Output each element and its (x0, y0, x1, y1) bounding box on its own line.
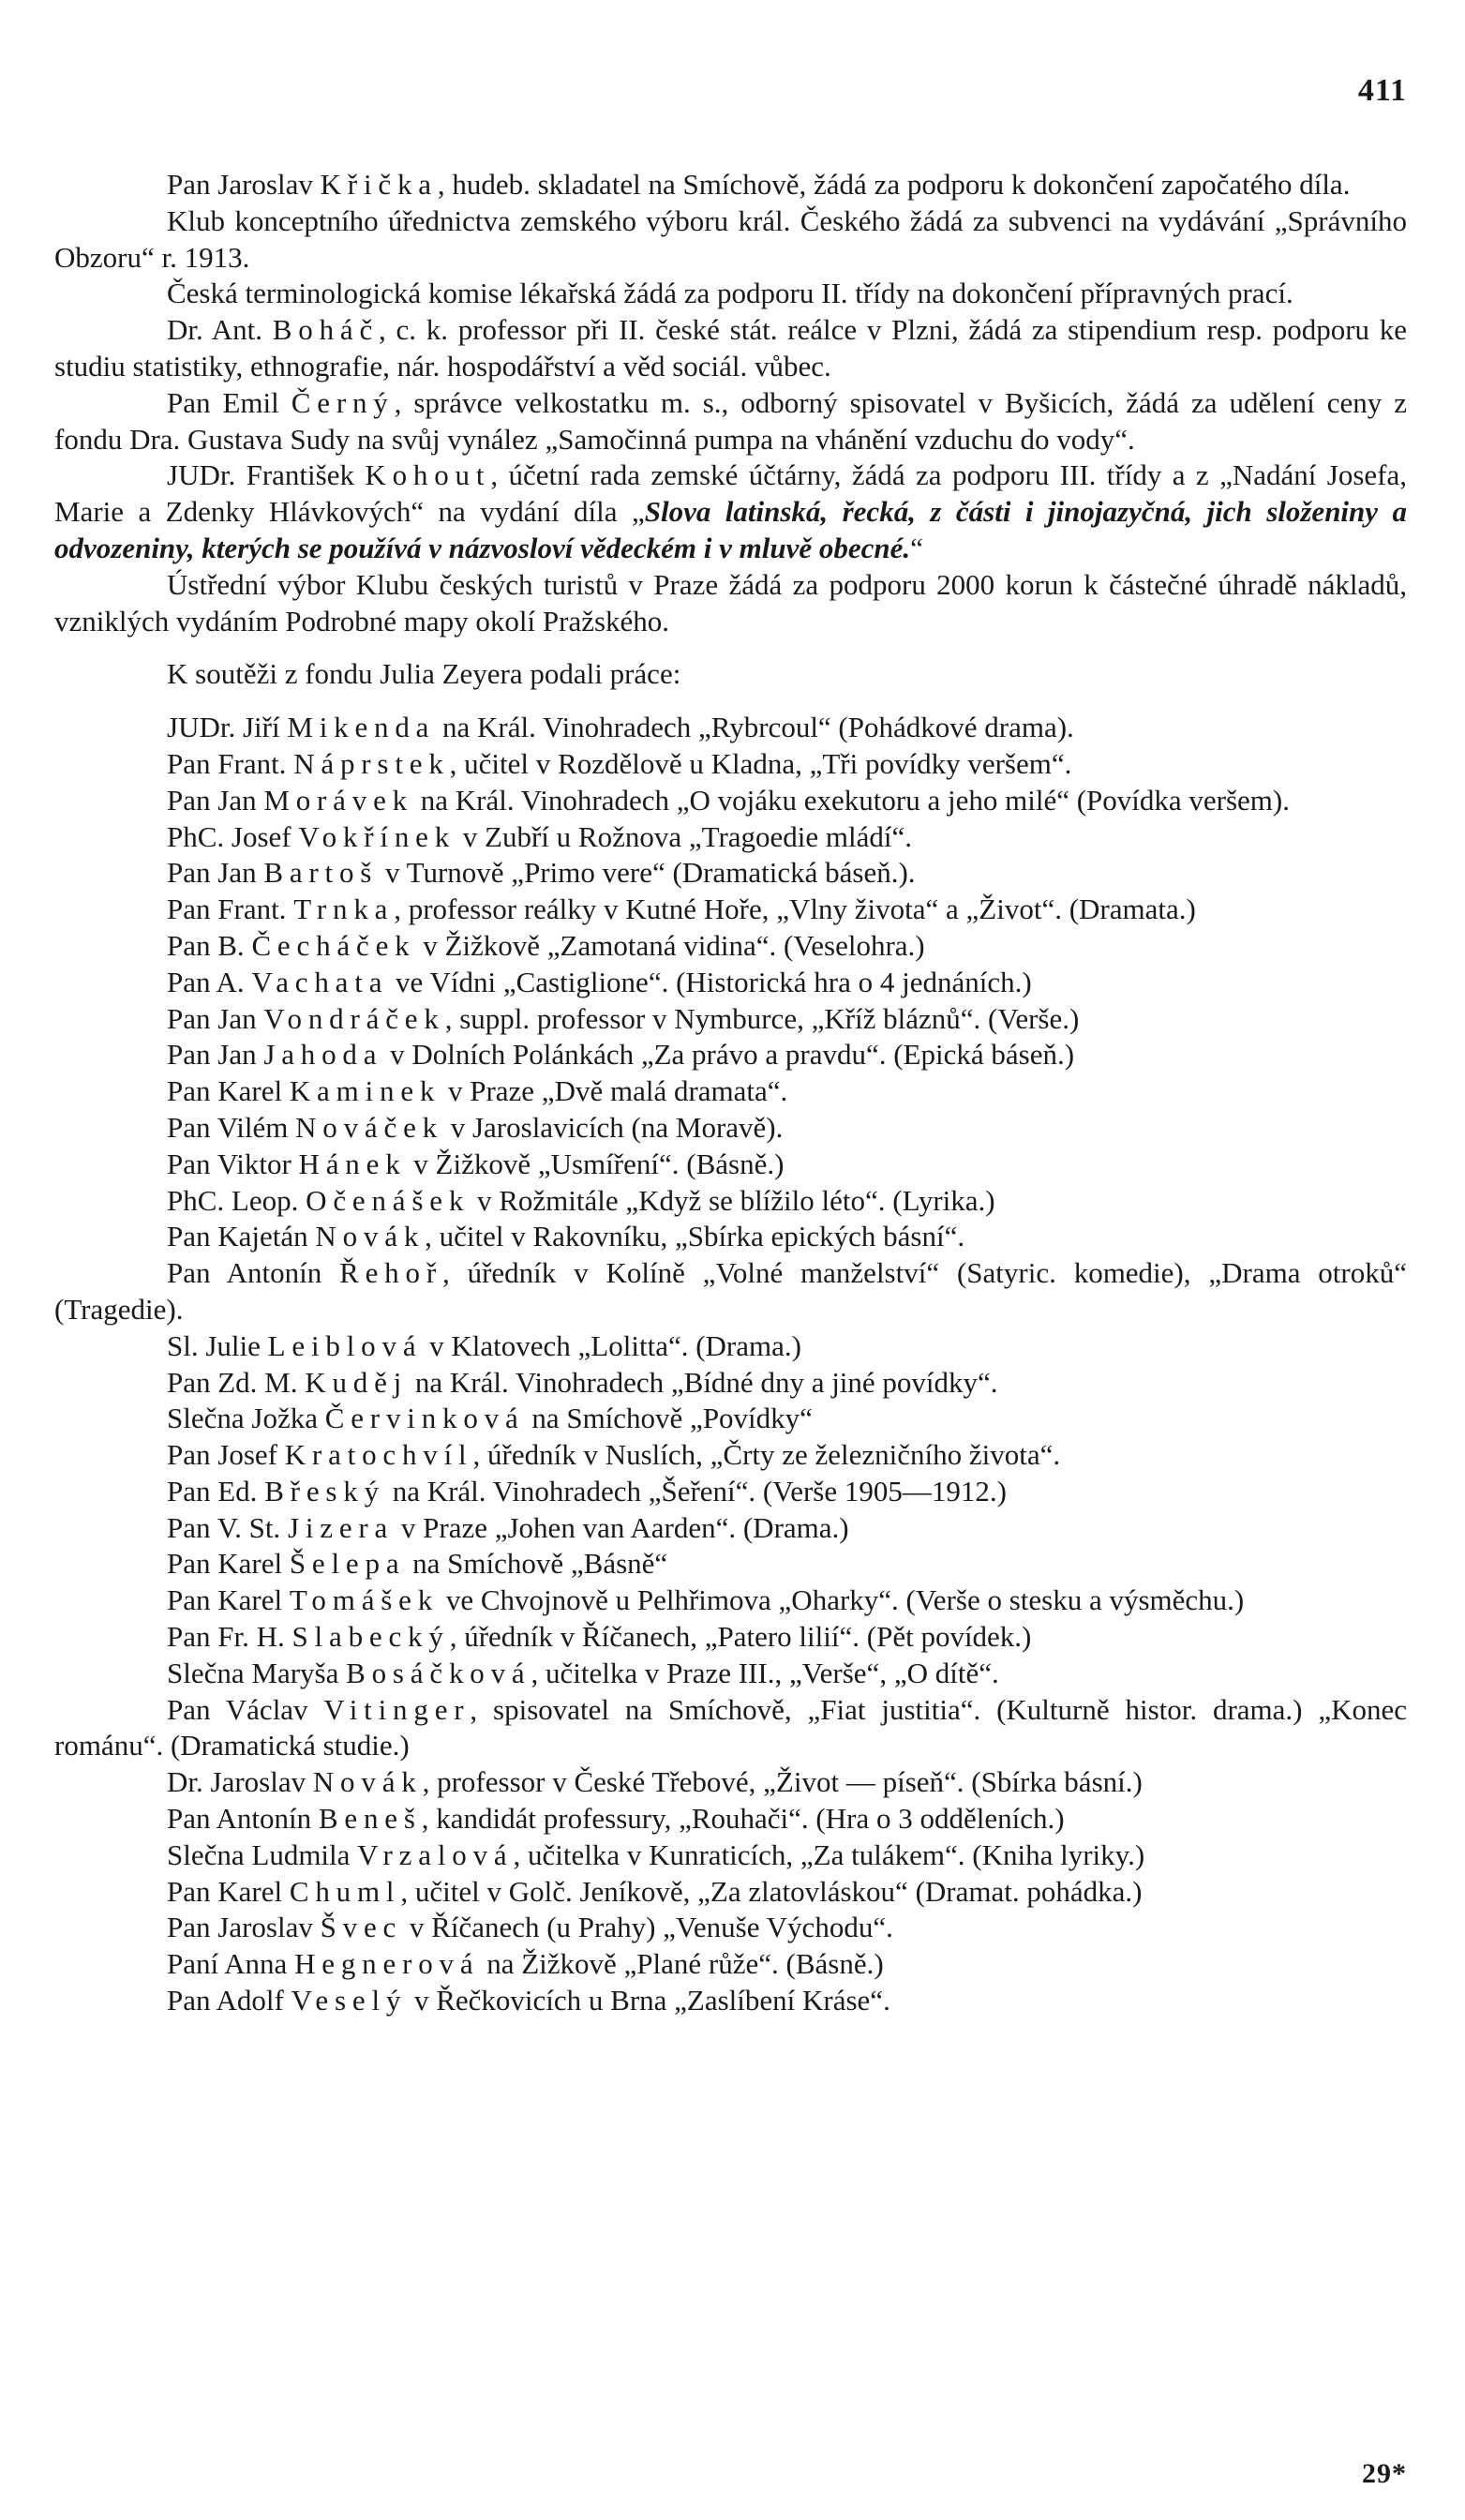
entry-item (54, 1365, 1407, 1402)
person-name: Jahoda (263, 1038, 383, 1072)
person-name: Kohout (365, 458, 491, 492)
entry-item (54, 1546, 1407, 1582)
text-run: Česká terminologická komise lékařská žádá za podporu II. třídy na dokončení přípravných prací. (167, 277, 1293, 310)
text-run: Pan Frant. (167, 746, 294, 780)
entry-item (54, 819, 1407, 856)
text-run: v Rožmitále „Když se blížilo léto“. (Lyrika.) (470, 1183, 995, 1217)
text-run: Pan Jan (167, 783, 264, 817)
text-run: Ústřední výbor Klubu českých turistů v Praze žádá za podporu 2000 korun k částečné úhradě nákladů, vzniklých vydáním Podrobné mapy okolí Pražského. (54, 567, 1407, 638)
text-run: Slečna Jožka (167, 1402, 325, 1435)
person-name: Jizera (287, 1510, 395, 1544)
text-run: JUDr. František (167, 458, 366, 492)
text-run: Pan Frant. (167, 892, 294, 926)
entry-item (54, 1838, 1407, 1874)
person-name: Tomášek (289, 1583, 440, 1617)
entry-item (54, 1656, 1407, 1692)
text-run: Pan Karel (167, 1874, 290, 1908)
request-item (54, 203, 1407, 277)
text-run: Dr. Ant. (167, 313, 273, 347)
person-name: Novák (312, 1765, 423, 1799)
text-run: v Praze „Dvě malá dramata“. (441, 1074, 788, 1108)
person-name: Slabecký (292, 1620, 450, 1654)
text-run: Pan Karel (167, 1547, 290, 1581)
text-run: , učitelka v Praze III., „Verše“, „O dítě“. (531, 1656, 999, 1689)
text-run: Sl. Julie (167, 1328, 268, 1362)
person-name: Trnka (293, 892, 395, 926)
text-run: Pan Vilém (167, 1110, 296, 1144)
entry-item (54, 1183, 1407, 1220)
requests-section (54, 167, 1407, 639)
entry-item (54, 1692, 1407, 1765)
text-run: na Smíchově „Povídky“ (524, 1402, 813, 1435)
competition-heading: K soutěži z fondu Julia Zeyera podali práce: (167, 657, 681, 691)
page-number: 411 (1357, 73, 1407, 108)
person-name: Kratochvíl (284, 1438, 473, 1472)
request-item (54, 567, 1407, 640)
text-run: PhC. Josef (167, 819, 299, 853)
person-name: Vokřínek (298, 819, 456, 853)
text-run: Pan Antonín (167, 1256, 340, 1290)
entry-item (54, 1801, 1407, 1838)
text-run: , správce velkostatku m. s., odborný spisovatel v Byšicích, žádá za udělení ceny z fondu Dra. Gustava Sudy na svůj vynález „Samočinná pumpa na vhánění vzduchu do vody“. (54, 385, 1408, 456)
person-name: Vachata (251, 965, 389, 998)
text-run: na Král. Vinohradech „Šeření“. (Verše 1905—1912.) (384, 1474, 1007, 1508)
text-run: Dr. Jaroslav (167, 1765, 313, 1799)
text-run: v Říčanech (u Prahy) „Venuše Východu“. (402, 1911, 893, 1944)
entry-item (54, 746, 1407, 783)
page-body (54, 167, 1407, 2019)
entry-item (54, 1110, 1407, 1147)
person-name: Mikenda (287, 711, 436, 744)
text-run: PhC. Leop. (167, 1183, 306, 1217)
text-run: Pan Josef (167, 1438, 285, 1472)
person-name: Kaminek (289, 1074, 441, 1108)
person-name: Hánek (298, 1147, 407, 1180)
text-run: Pan Jaroslav (167, 168, 321, 201)
text-run: v Jaroslavicích (na Moravě). (442, 1110, 784, 1144)
text-run: , professor reálky v Kutné Hoře, „Vlny života“ a „Život“. (Dramata.) (394, 892, 1196, 926)
person-name: Břeský (264, 1474, 385, 1508)
entry-item (54, 1255, 1407, 1328)
entry-item (54, 1874, 1407, 1911)
person-name: Černý (291, 385, 395, 419)
entry-item (54, 1037, 1407, 1073)
text-run: , učitel v Rakovníku, „Sbírka epických básní“. (425, 1220, 965, 1253)
person-name: Vrzalová (357, 1838, 514, 1871)
text-run: Pan Kajetán (167, 1220, 316, 1253)
person-name: Šelepa (289, 1547, 406, 1581)
text-run: v Klatovech „Lolitta“. (Drama.) (422, 1328, 801, 1362)
text-run: ve Vídni „Castiglione“. (Historická hra o 4 jednáních.) (388, 965, 1032, 998)
entry-item (54, 1001, 1407, 1038)
text-run: , učitel v Rozdělově u Kladna, „Tři povídky veršem“. (449, 746, 1072, 780)
entry-item (54, 1619, 1407, 1656)
person-name: Řehoř (339, 1256, 442, 1290)
text-run: Pan Adolf (167, 1984, 292, 2018)
text-run: , učitel v Golč. Jeníkově, „Za zlatovláskou“ (Dramat. pohádka.) (400, 1874, 1143, 1908)
text-run: Pan Ed. (167, 1474, 265, 1508)
text-run: v Turnově „Primo vere“ (Dramatická báseň.). (378, 856, 916, 890)
person-name: Novák (315, 1220, 426, 1253)
person-name: Vitinger (323, 1692, 471, 1726)
person-name: Chuml (289, 1874, 401, 1908)
text-run: Paní Anna (167, 1947, 295, 1981)
person-name: Očenášek (306, 1183, 471, 1217)
text-run: Pan Zd. M. (167, 1365, 306, 1399)
text-run: Klub konceptního úřednictva zemského výboru král. Českého žádá za subvenci na vydávání „Správního Obzoru“ r. 1913. (54, 203, 1407, 274)
entry-item (54, 1073, 1407, 1110)
person-name: Náprstek (293, 746, 450, 780)
person-name: Leiblová (267, 1328, 423, 1362)
entry-item (54, 1582, 1407, 1619)
text-run: Pan Jan (167, 856, 264, 890)
text-run: , hudeb. skladatel na Smíchově, žádá za podporu k dokončení započatého díla. (437, 168, 1351, 201)
request-item (54, 312, 1407, 385)
text-run: , úředník v Kolíně „Volné manželství“ (Satyric. komedie), „Drama otroků“ (Tragedie). (54, 1256, 1408, 1326)
text-run: Pan Jaroslav (167, 1911, 321, 1944)
text-run: Pan Václav (167, 1692, 324, 1726)
entry-item (54, 1946, 1407, 1983)
text-run: Pan Antonín (167, 1802, 319, 1836)
text-run: v Zubří u Rožnova „Tragoedie mládí“. (456, 819, 913, 853)
person-name: Křička (320, 168, 438, 201)
person-name: Nováček (295, 1110, 443, 1144)
person-name: Vondráček (263, 1001, 445, 1035)
text-run: Pan Viktor (167, 1147, 299, 1180)
request-item (54, 385, 1407, 458)
entry-item (54, 1910, 1407, 1946)
entry-item (54, 1219, 1407, 1255)
person-name: Morávek (263, 783, 413, 817)
text-run: , professor v České Třebové, „Život — píseň“. (Sbírka básní.) (422, 1765, 1143, 1799)
person-name: Červinková (324, 1402, 525, 1435)
text-run: , úředník v Říčanech, „Patero lilií“. (Pět povídek.) (449, 1620, 1032, 1654)
work-title: Slova latinská, řecká, z části i jinojazyčná, jich složeniny a odvozeniny, kterých se používá v názvosloví vědeckém i v mluvě obecné. (54, 495, 1407, 564)
entry-item (54, 1510, 1407, 1547)
text-run: Pan Fr. H. (167, 1620, 292, 1654)
request-item (54, 276, 1407, 312)
person-name: Bosáčková (346, 1656, 531, 1689)
text-run: v Dolních Polánkách „Za právo a pravdu“. (Epická báseň.) (382, 1038, 1075, 1072)
text-run: na Král. Vinohradech „O vojáku exekutoru a jeho milé“ (Povídka veršem). (412, 783, 1290, 817)
entry-item (54, 1983, 1407, 2019)
signature-mark: 29* (1362, 2458, 1407, 2489)
person-name: Kuděj (305, 1365, 409, 1399)
entry-item (54, 783, 1407, 819)
text-run: , úředník v Nuslích, „Črty ze železničního života“. (472, 1438, 1061, 1472)
text-run: , spisovatel na Smíchově, „Fiat justitia“. (Kulturně histor. drama.) „Konec románu“. (Dramatická studie.) (54, 1692, 1407, 1762)
text-run: na Král. Vinohradech „Rybrcoul“ (Pohádkové drama). (435, 711, 1074, 744)
text-run: JUDr. Jiří (167, 711, 288, 744)
entry-item (54, 928, 1407, 965)
text-run: v Praze „Johen van Aarden“. (Drama.) (394, 1510, 849, 1544)
text-run: na Král. Vinohradech „Bídné dny a jiné povídky“. (408, 1365, 998, 1399)
text-run: , učitelka v Kunraticích, „Za tulákem“. (Kniha lyriky.) (513, 1838, 1145, 1871)
person-name: Čecháček (251, 928, 416, 962)
text-run: Pan Karel (167, 1583, 290, 1617)
request-item (54, 167, 1407, 203)
text-run: Pan A. (167, 965, 252, 998)
entry-item (54, 710, 1407, 746)
text-run: v Žižkově „Usmíření“. (Básně.) (406, 1147, 785, 1180)
entry-item (54, 1474, 1407, 1510)
entries-section (54, 710, 1407, 2019)
text-run: , suppl. professor v Nymburce, „Kříž bláznů“. (Verše.) (444, 1001, 1080, 1035)
text-run: , kandidát professury, „Rouhači“. (Hra o 3 odděleních.) (421, 1802, 1065, 1836)
entry-item (54, 1328, 1407, 1365)
request-item (54, 458, 1407, 566)
text-run: Pan Jan (167, 1038, 264, 1072)
text-run: na Žižkově „Plané růže“. (Básně.) (479, 1947, 884, 1981)
text-run: “ (910, 531, 923, 564)
text-run: na Smíchově „Básně“ (405, 1547, 668, 1581)
entry-item (54, 1437, 1407, 1474)
entry-item (54, 892, 1407, 928)
text-run: Pan Jan (167, 1001, 264, 1035)
text-run: ve Chvojnově u Pelhřimova „Oharky“. (Verše o stesku a výsměchu.) (439, 1583, 1245, 1617)
person-name: Boháč (272, 313, 380, 347)
text-run: Pan V. St. (167, 1510, 288, 1544)
person-name: Bartoš (263, 856, 379, 890)
entry-item (54, 1764, 1407, 1801)
entry-item (54, 1147, 1407, 1183)
entry-item (54, 1401, 1407, 1437)
entry-item (54, 965, 1407, 1001)
text-run: , účetní rada zemské účtárny, žádá za podporu III. třídy a z „Nadání Josefa, Marie a Zdenky Hlávkových“ na vydání díla „ (54, 458, 1407, 529)
text-run: Slečna Maryša (167, 1656, 347, 1689)
text-run: Pan Karel (167, 1074, 290, 1108)
text-run: , c. k. professor při II. české stát. reálce v Plzni, žádá za stipendium resp. podporu ke studiu statistiky, ethnografie, nár. hospodářství a věd sociál. vůbec. (54, 313, 1407, 382)
person-name: Hegnerová (294, 1947, 480, 1981)
person-name: Beneš (318, 1802, 422, 1836)
text-run: v Řečkovicích u Brna „Zaslíbení Kráse“. (407, 1984, 890, 2018)
entry-item (54, 855, 1407, 892)
text-run: Pan Emil (167, 385, 292, 419)
person-name: Veselý (291, 1984, 408, 2018)
text-run: Slečna Ludmila (167, 1838, 358, 1871)
person-name: Švec (320, 1911, 403, 1944)
text-run: v Žižkově „Zamotaná vidina“. (Veselohra.) (415, 928, 925, 962)
text-run: Pan B. (167, 928, 252, 962)
